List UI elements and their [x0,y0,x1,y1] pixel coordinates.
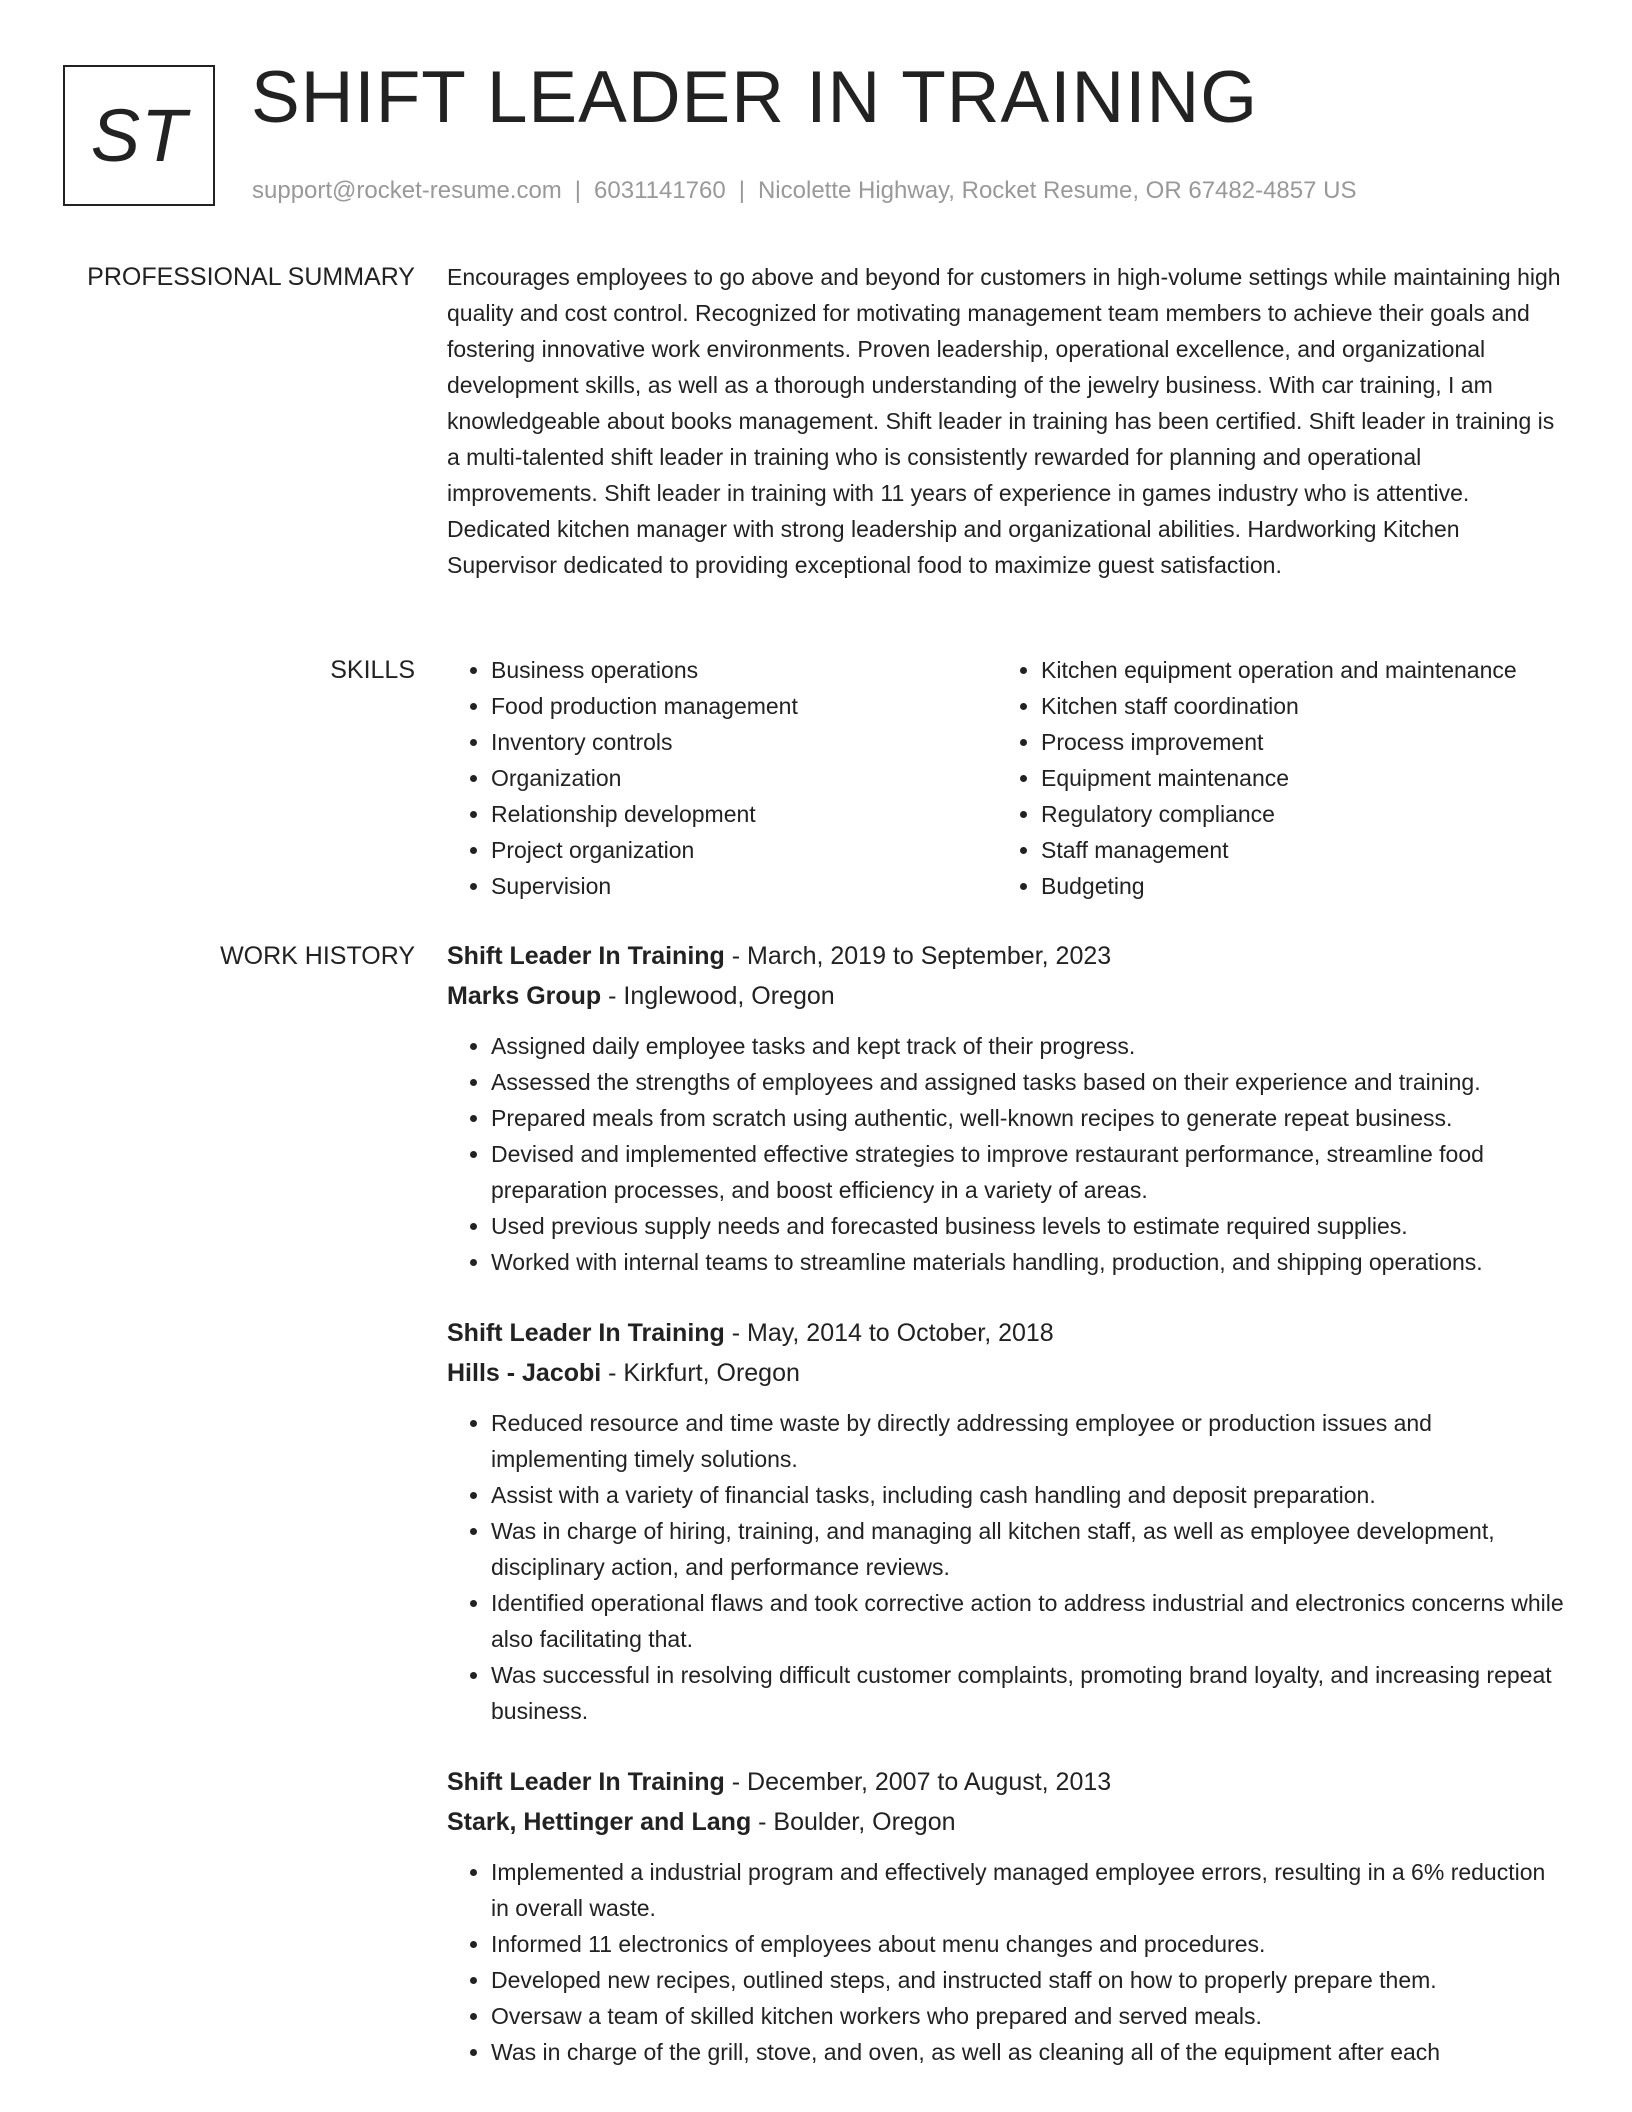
job-bullet: • Used previous supply needs and forecasted business levels to estimate required supplies. [491,1208,1567,1244]
contact-address: Nicolette Highway, Rocket Resume, OR 67482-4857 US [757,177,1357,204]
skill-item: • Food production management [491,688,997,724]
job-bullet: • Implemented a industrial program and effectively managed employee errors, resulting in a 6% reduction in overall waste. [491,1854,1567,1926]
skill-item: • Staff management [1041,832,1547,868]
job-title-line [447,936,1567,976]
skills-column-left [447,652,997,904]
job-company: Marks Group [447,982,602,1010]
job-bullet: • Reduced resource and time waste by directly addressing employee or production issues and implementing timely solutions. [491,1405,1567,1477]
job-bullet: • Worked with internal teams to streamline materials handling, production, and shipping operations. [491,1244,1567,1280]
skills-section [447,652,1567,904]
job-title: Shift Leader In Training [447,1319,725,1347]
skill-item: • Project organization [491,832,997,868]
contact-separator: | [738,177,745,204]
job-bullet: • Assessed the strengths of employees and assigned tasks based on their experience and training. [491,1064,1567,1100]
job-title-line [447,1762,1567,1802]
section-label-summary: PROFESSIONAL SUMMARY [87,263,415,291]
contact-separator: | [574,177,582,204]
skill-item: • Supervision [491,868,997,904]
job-location: - Boulder, Oregon [751,1808,956,1836]
contact-email[interactable]: support@rocket-resume.com [252,177,562,204]
summary-text: Encourages employees to go above and beyond for customers in high-volume settings while maintaining high quality and cost control. Recognized for motivating management team members to achieve their goals and fostering innovative work environments. Proven leadership, operational excellence, and organizational development skills, as well as a thorough understanding of the jewelry business. With car training, I am knowledgeable about books management. Shift leader in training has been certified. Shift leader in training is a multi-talented shift leader in training who is consistently rewarded for planning and operational improvements. Shift leader in training with 11 years of experience in games industry who is attentive. Dedicated kitchen manager with strong leadership and organizational abilities. Hardworking Kitchen Supervisor dedicated to providing exceptional food to maximize guest satisfaction. [447,264,1561,578]
job-title-line [447,1313,1567,1353]
job-entry [447,1762,1567,2070]
resume-title: SHIFT LEADER IN TRAINING [251,57,1258,138]
job-bullet: • Assist with a variety of financial tasks, including cash handling and deposit preparation. [491,1477,1567,1513]
skill-item: • Budgeting [1041,868,1547,904]
job-entry [447,936,1567,1280]
job-dates: - December, 2007 to August, 2013 [724,1768,1112,1796]
job-bullet: • Was in charge of hiring, training, and managing all kitchen staff, as well as employee development, disciplinary action, and performance reviews. [491,1513,1567,1585]
skill-item: • Equipment maintenance [1041,760,1547,796]
monogram-badge [63,65,215,206]
job-bullet: • Devised and implemented effective strategies to improve restaurant performance, streamline food preparation processes, and boost efficiency in a variety of areas. [491,1136,1567,1208]
section-label-skills: SKILLS [330,656,415,684]
job-company: Stark, Hettinger and Lang [447,1808,752,1836]
job-title: Shift Leader In Training [447,1768,725,1796]
job-company-line [447,1353,1567,1393]
skill-item: • Process improvement [1041,724,1547,760]
job-bullet: • Prepared meals from scratch using authentic, well-known recipes to generate repeat business. [491,1100,1567,1136]
job-bullets [447,1028,1567,1280]
job-bullets [447,1405,1567,1729]
job-company-line [447,1802,1567,1842]
contact-phone[interactable]: 6031141760 [594,177,726,204]
monogram-initials: ST [90,94,188,177]
skill-item: • Kitchen equipment operation and maintenance [1041,652,1547,688]
job-dates: - March, 2019 to September, 2023 [724,942,1112,970]
job-title: Shift Leader In Training [447,942,725,970]
job-location: - Inglewood, Oregon [601,982,835,1010]
job-bullet: • Was successful in resolving difficult customer complaints, promoting brand loyalty, and increasing repeat business. [491,1657,1567,1729]
job-entry [447,1313,1567,1729]
work-history-section [447,936,1567,2103]
skill-item: • Relationship development [491,796,997,832]
skill-item: • Regulatory compliance [1041,796,1547,832]
job-location: - Kirkfurt, Oregon [601,1359,800,1387]
job-bullets [447,1854,1567,2070]
contact-line [252,176,1356,206]
skills-list-right [997,652,1547,904]
skill-item: • Business operations [491,652,997,688]
skill-item: • Inventory controls [491,724,997,760]
job-bullet: • Was in charge of the grill, stove, and oven, as well as cleaning all of the equipment after each [491,2034,1567,2070]
job-bullet: • Oversaw a team of skilled kitchen workers who prepared and served meals. [491,1998,1567,2034]
job-company: Hills - Jacobi [447,1359,602,1387]
skills-list-left [447,652,997,904]
job-bullet: • Identified operational flaws and took corrective action to address industrial and electronics concerns while also facilitating that. [491,1585,1567,1657]
skill-item: • Kitchen staff coordination [1041,688,1547,724]
job-company-line [447,976,1567,1016]
job-bullet: • Informed 11 electronics of employees about menu changes and procedures. [491,1926,1567,1962]
skills-grid [447,652,1567,904]
section-label-work-history: WORK HISTORY [220,942,415,970]
job-bullet: • Assigned daily employee tasks and kept track of their progress. [491,1028,1567,1064]
skill-item: • Organization [491,760,997,796]
job-bullet: • Developed new recipes, outlined steps, and instructed staff on how to properly prepare them. [491,1962,1567,1998]
summary-section [447,259,1567,583]
skills-column-right [997,652,1547,904]
job-dates: - May, 2014 to October, 2018 [724,1319,1054,1347]
